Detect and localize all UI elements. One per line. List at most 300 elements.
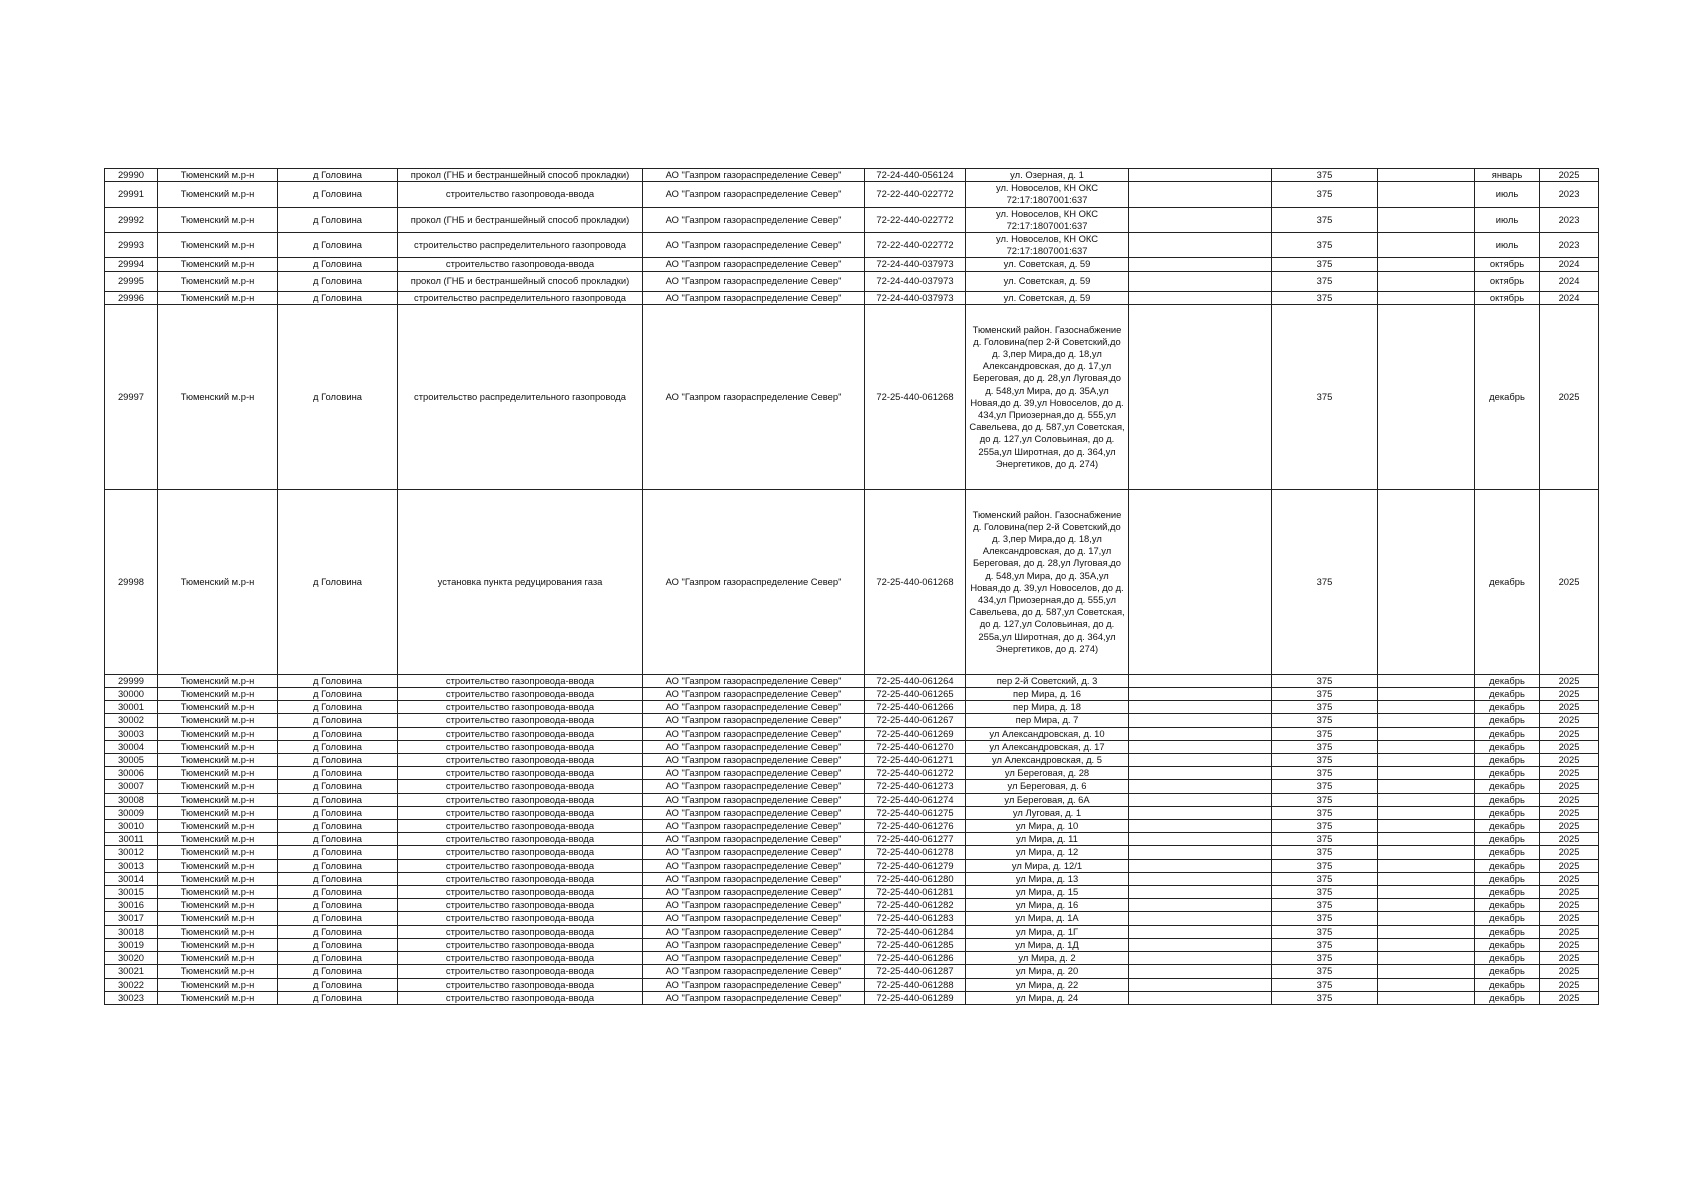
month-cell: декабрь — [1475, 938, 1540, 951]
year-cell: 2025 — [1540, 859, 1599, 872]
locality-cell: д Головина — [278, 740, 398, 753]
locality-cell: д Головина — [278, 991, 398, 1004]
application-code-cell: 72-25-440-061282 — [865, 899, 966, 912]
table-row — [105, 793, 1599, 806]
district-cell: Тюменский м.р-н — [158, 489, 278, 674]
row-number-cell: 30000 — [105, 688, 158, 701]
year-cell: 2025 — [1540, 169, 1599, 182]
application-code-cell: 72-25-440-061269 — [865, 727, 966, 740]
month-cell: декабрь — [1475, 872, 1540, 885]
table-row — [105, 233, 1599, 258]
locality-cell: д Головина — [278, 688, 398, 701]
organization-cell: АО "Газпром газораспределение Север" — [643, 489, 865, 674]
application-code-cell: 72-24-440-056124 — [865, 169, 966, 182]
empty-cell — [1129, 965, 1272, 978]
application-code-cell: 72-24-440-037973 — [865, 258, 966, 271]
month-cell: декабрь — [1475, 899, 1540, 912]
address-cell: ул Мира, д. 2 — [966, 952, 1129, 965]
row-number-cell: 30008 — [105, 793, 158, 806]
value-cell: 375 — [1272, 912, 1378, 925]
organization-cell: АО "Газпром газораспределение Север" — [643, 780, 865, 793]
value-cell: 375 — [1272, 952, 1378, 965]
month-cell: декабрь — [1475, 304, 1540, 489]
empty-cell — [1378, 727, 1475, 740]
locality-cell: д Головина — [278, 793, 398, 806]
application-code-cell: 72-24-440-037973 — [865, 291, 966, 304]
registry-table — [104, 168, 1599, 1005]
organization-cell: АО "Газпром газораспределение Север" — [643, 952, 865, 965]
value-cell: 375 — [1272, 991, 1378, 1004]
table-row — [105, 291, 1599, 304]
table-row — [105, 701, 1599, 714]
row-number-cell: 30019 — [105, 938, 158, 951]
application-code-cell: 72-25-440-061273 — [865, 780, 966, 793]
table-row — [105, 912, 1599, 925]
district-cell: Тюменский м.р-н — [158, 886, 278, 899]
value-cell: 375 — [1272, 714, 1378, 727]
district-cell: Тюменский м.р-н — [158, 767, 278, 780]
empty-cell — [1129, 169, 1272, 182]
organization-cell: АО "Газпром газораспределение Север" — [643, 740, 865, 753]
year-cell: 2025 — [1540, 688, 1599, 701]
month-cell: декабрь — [1475, 740, 1540, 753]
work-type-cell: строительство газопровода-ввода — [398, 859, 643, 872]
work-type-cell: строительство газопровода-ввода — [398, 674, 643, 687]
year-cell: 2025 — [1540, 872, 1599, 885]
address-cell: ул. Новоселов, КН ОКС 72:17:1807001:637 — [966, 207, 1129, 232]
empty-cell — [1378, 806, 1475, 819]
application-code-cell: 72-25-440-061279 — [865, 859, 966, 872]
value-cell: 375 — [1272, 674, 1378, 687]
month-cell: декабрь — [1475, 688, 1540, 701]
value-cell: 375 — [1272, 740, 1378, 753]
work-type-cell: строительство газопровода-ввода — [398, 938, 643, 951]
row-number-cell: 30023 — [105, 991, 158, 1004]
application-code-cell: 72-25-440-061266 — [865, 701, 966, 714]
application-code-cell: 72-22-440-022772 — [865, 207, 966, 232]
month-cell: декабрь — [1475, 846, 1540, 859]
month-cell: декабрь — [1475, 912, 1540, 925]
table-row — [105, 859, 1599, 872]
month-cell: январь — [1475, 169, 1540, 182]
district-cell: Тюменский м.р-н — [158, 688, 278, 701]
district-cell: Тюменский м.р-н — [158, 872, 278, 885]
table-row — [105, 740, 1599, 753]
address-cell: ул. Новоселов, КН ОКС 72:17:1807001:637 — [966, 233, 1129, 258]
district-cell: Тюменский м.р-н — [158, 846, 278, 859]
empty-cell — [1378, 820, 1475, 833]
year-cell: 2025 — [1540, 806, 1599, 819]
year-cell: 2025 — [1540, 793, 1599, 806]
empty-cell — [1378, 833, 1475, 846]
organization-cell: АО "Газпром газораспределение Север" — [643, 846, 865, 859]
locality-cell: д Головина — [278, 925, 398, 938]
organization-cell: АО "Газпром газораспределение Север" — [643, 965, 865, 978]
table-row — [105, 489, 1599, 674]
month-cell: декабрь — [1475, 978, 1540, 991]
empty-cell — [1129, 767, 1272, 780]
application-code-cell: 72-25-440-061286 — [865, 952, 966, 965]
value-cell: 375 — [1272, 291, 1378, 304]
value-cell: 375 — [1272, 304, 1378, 489]
organization-cell: АО "Газпром газораспределение Север" — [643, 899, 865, 912]
application-code-cell: 72-25-440-061264 — [865, 674, 966, 687]
work-type-cell: строительство газопровода-ввода — [398, 833, 643, 846]
address-cell: ул Мира, д. 1Д — [966, 938, 1129, 951]
locality-cell: д Головина — [278, 489, 398, 674]
table-row — [105, 271, 1599, 291]
district-cell: Тюменский м.р-н — [158, 965, 278, 978]
organization-cell: АО "Газпром газораспределение Север" — [643, 859, 865, 872]
work-type-cell: строительство газопровода-ввода — [398, 182, 643, 207]
empty-cell — [1129, 780, 1272, 793]
work-type-cell: строительство распределительного газопровода — [398, 304, 643, 489]
value-cell: 375 — [1272, 886, 1378, 899]
value-cell: 375 — [1272, 258, 1378, 271]
month-cell: декабрь — [1475, 952, 1540, 965]
row-number-cell: 30020 — [105, 952, 158, 965]
year-cell: 2025 — [1540, 846, 1599, 859]
work-type-cell: прокол (ГНБ и бестраншейный способ прокладки) — [398, 207, 643, 232]
application-code-cell: 72-25-440-061276 — [865, 820, 966, 833]
row-number-cell: 30018 — [105, 925, 158, 938]
district-cell: Тюменский м.р-н — [158, 291, 278, 304]
year-cell: 2025 — [1540, 938, 1599, 951]
value-cell: 375 — [1272, 978, 1378, 991]
district-cell: Тюменский м.р-н — [158, 169, 278, 182]
row-number-cell: 30015 — [105, 886, 158, 899]
row-number-cell: 30007 — [105, 780, 158, 793]
work-type-cell: строительство газопровода-ввода — [398, 740, 643, 753]
table-row — [105, 952, 1599, 965]
work-type-cell: прокол (ГНБ и бестраншейный способ прокладки) — [398, 271, 643, 291]
empty-cell — [1378, 925, 1475, 938]
district-cell: Тюменский м.р-н — [158, 780, 278, 793]
district-cell: Тюменский м.р-н — [158, 304, 278, 489]
locality-cell: д Головина — [278, 833, 398, 846]
empty-cell — [1378, 952, 1475, 965]
work-type-cell: строительство газопровода-ввода — [398, 754, 643, 767]
value-cell: 375 — [1272, 182, 1378, 207]
address-cell: ул. Озерная, д. 1 — [966, 169, 1129, 182]
locality-cell: д Головина — [278, 912, 398, 925]
district-cell: Тюменский м.р-н — [158, 258, 278, 271]
empty-cell — [1378, 489, 1475, 674]
value-cell: 375 — [1272, 820, 1378, 833]
empty-cell — [1378, 938, 1475, 951]
empty-cell — [1129, 806, 1272, 819]
year-cell: 2023 — [1540, 207, 1599, 232]
district-cell: Тюменский м.р-н — [158, 271, 278, 291]
row-number-cell: 30004 — [105, 740, 158, 753]
address-cell: ул Мира, д. 12/1 — [966, 859, 1129, 872]
year-cell: 2023 — [1540, 182, 1599, 207]
month-cell: декабрь — [1475, 780, 1540, 793]
year-cell: 2024 — [1540, 258, 1599, 271]
empty-cell — [1129, 886, 1272, 899]
locality-cell: д Головина — [278, 304, 398, 489]
value-cell: 375 — [1272, 846, 1378, 859]
work-type-cell: строительство газопровода-ввода — [398, 846, 643, 859]
district-cell: Тюменский м.р-н — [158, 820, 278, 833]
locality-cell: д Головина — [278, 701, 398, 714]
table-row — [105, 938, 1599, 951]
row-number-cell: 29998 — [105, 489, 158, 674]
district-cell: Тюменский м.р-н — [158, 754, 278, 767]
work-type-cell: строительство газопровода-ввода — [398, 688, 643, 701]
month-cell: октябрь — [1475, 258, 1540, 271]
month-cell: июль — [1475, 182, 1540, 207]
table-row — [105, 767, 1599, 780]
locality-cell: д Головина — [278, 872, 398, 885]
row-number-cell: 30022 — [105, 978, 158, 991]
empty-cell — [1129, 938, 1272, 951]
value-cell: 375 — [1272, 793, 1378, 806]
empty-cell — [1129, 182, 1272, 207]
address-cell: ул Береговая, д. 6 — [966, 780, 1129, 793]
work-type-cell: строительство распределительного газопровода — [398, 233, 643, 258]
empty-cell — [1378, 754, 1475, 767]
application-code-cell: 72-25-440-061271 — [865, 754, 966, 767]
empty-cell — [1378, 233, 1475, 258]
work-type-cell: строительство газопровода-ввода — [398, 714, 643, 727]
table-row — [105, 207, 1599, 232]
row-number-cell: 30005 — [105, 754, 158, 767]
district-cell: Тюменский м.р-н — [158, 793, 278, 806]
year-cell: 2025 — [1540, 965, 1599, 978]
value-cell: 375 — [1272, 701, 1378, 714]
row-number-cell: 29991 — [105, 182, 158, 207]
table-row — [105, 714, 1599, 727]
value-cell: 375 — [1272, 207, 1378, 232]
value-cell: 375 — [1272, 688, 1378, 701]
application-code-cell: 72-25-440-061285 — [865, 938, 966, 951]
work-type-cell: строительство газопровода-ввода — [398, 991, 643, 1004]
organization-cell: АО "Газпром газораспределение Север" — [643, 258, 865, 271]
district-cell: Тюменский м.р-н — [158, 978, 278, 991]
address-cell: ул Мира, д. 13 — [966, 872, 1129, 885]
value-cell: 375 — [1272, 833, 1378, 846]
address-cell: ул Луговая, д. 1 — [966, 806, 1129, 819]
row-number-cell: 30021 — [105, 965, 158, 978]
district-cell: Тюменский м.р-н — [158, 714, 278, 727]
address-cell: пер Мира, д. 16 — [966, 688, 1129, 701]
year-cell: 2025 — [1540, 991, 1599, 1004]
value-cell: 375 — [1272, 233, 1378, 258]
work-type-cell: строительство газопровода-ввода — [398, 965, 643, 978]
empty-cell — [1378, 207, 1475, 232]
value-cell: 375 — [1272, 727, 1378, 740]
address-cell: ул Александровская, д. 17 — [966, 740, 1129, 753]
district-cell: Тюменский м.р-н — [158, 674, 278, 687]
empty-cell — [1378, 846, 1475, 859]
empty-cell — [1129, 912, 1272, 925]
application-code-cell: 72-25-440-061267 — [865, 714, 966, 727]
address-cell: ул Мира, д. 1А — [966, 912, 1129, 925]
month-cell: декабрь — [1475, 727, 1540, 740]
empty-cell — [1378, 258, 1475, 271]
work-type-cell: строительство газопровода-ввода — [398, 925, 643, 938]
locality-cell: д Головина — [278, 846, 398, 859]
empty-cell — [1378, 182, 1475, 207]
empty-cell — [1378, 886, 1475, 899]
organization-cell: АО "Газпром газораспределение Север" — [643, 207, 865, 232]
value-cell: 375 — [1272, 767, 1378, 780]
table-row — [105, 978, 1599, 991]
year-cell: 2025 — [1540, 701, 1599, 714]
district-cell: Тюменский м.р-н — [158, 925, 278, 938]
address-cell: ул Мира, д. 20 — [966, 965, 1129, 978]
address-cell: ул Мира, д. 12 — [966, 846, 1129, 859]
application-code-cell: 72-22-440-022772 — [865, 182, 966, 207]
locality-cell: д Головина — [278, 899, 398, 912]
empty-cell — [1129, 846, 1272, 859]
year-cell: 2025 — [1540, 489, 1599, 674]
empty-cell — [1129, 714, 1272, 727]
organization-cell: АО "Газпром газораспределение Север" — [643, 820, 865, 833]
empty-cell — [1378, 793, 1475, 806]
empty-cell — [1129, 271, 1272, 291]
empty-cell — [1378, 978, 1475, 991]
empty-cell — [1378, 991, 1475, 1004]
address-cell: ул Мира, д. 11 — [966, 833, 1129, 846]
organization-cell: АО "Газпром газораспределение Север" — [643, 304, 865, 489]
empty-cell — [1129, 820, 1272, 833]
row-number-cell: 30003 — [105, 727, 158, 740]
year-cell: 2025 — [1540, 925, 1599, 938]
month-cell: декабрь — [1475, 991, 1540, 1004]
value-cell: 375 — [1272, 872, 1378, 885]
district-cell: Тюменский м.р-н — [158, 806, 278, 819]
empty-cell — [1129, 754, 1272, 767]
empty-cell — [1129, 291, 1272, 304]
empty-cell — [1378, 701, 1475, 714]
work-type-cell: строительство распределительного газопровода — [398, 291, 643, 304]
value-cell: 375 — [1272, 169, 1378, 182]
application-code-cell: 72-25-440-061270 — [865, 740, 966, 753]
address-cell: ул Александровская, д. 5 — [966, 754, 1129, 767]
locality-cell: д Головина — [278, 806, 398, 819]
organization-cell: АО "Газпром газораспределение Север" — [643, 169, 865, 182]
row-number-cell: 30013 — [105, 859, 158, 872]
application-code-cell: 72-25-440-061275 — [865, 806, 966, 819]
table-row — [105, 304, 1599, 489]
month-cell: декабрь — [1475, 859, 1540, 872]
month-cell: декабрь — [1475, 793, 1540, 806]
application-code-cell: 72-25-440-061265 — [865, 688, 966, 701]
address-cell: Тюменский район. Газоснабжение д. Головина(пер 2-й Советский,до д. 3,пер Мира,до д. 18,ул Александровская, до д. 17,ул Береговая, до д. 28,ул Луговая,до д. 548,ул Мира, до д. 35А,ул Новая,до д. 39,ул Новоселов, до д. 434,ул Приозерная,до д. 555,ул Савельева, до д. 587,ул Советская, до д. 127,ул Соловьиная, до д. 255а,ул Широтная, до д. 364,ул Энергетиков, до д. 274) — [966, 489, 1129, 674]
empty-cell — [1129, 793, 1272, 806]
work-type-cell: строительство газопровода-ввода — [398, 806, 643, 819]
value-cell: 375 — [1272, 859, 1378, 872]
empty-cell — [1129, 674, 1272, 687]
district-cell: Тюменский м.р-н — [158, 912, 278, 925]
locality-cell: д Головина — [278, 291, 398, 304]
work-type-cell: строительство газопровода-ввода — [398, 872, 643, 885]
month-cell: декабрь — [1475, 820, 1540, 833]
organization-cell: АО "Газпром газораспределение Север" — [643, 727, 865, 740]
organization-cell: АО "Газпром газораспределение Север" — [643, 271, 865, 291]
application-code-cell: 72-24-440-037973 — [865, 271, 966, 291]
row-number-cell: 30017 — [105, 912, 158, 925]
application-code-cell: 72-25-440-061268 — [865, 304, 966, 489]
empty-cell — [1129, 207, 1272, 232]
row-number-cell: 29995 — [105, 271, 158, 291]
empty-cell — [1129, 740, 1272, 753]
table-row — [105, 169, 1599, 182]
work-type-cell: строительство газопровода-ввода — [398, 978, 643, 991]
year-cell: 2025 — [1540, 820, 1599, 833]
year-cell: 2025 — [1540, 833, 1599, 846]
address-cell: ул. Советская, д. 59 — [966, 291, 1129, 304]
organization-cell: АО "Газпром газораспределение Север" — [643, 714, 865, 727]
year-cell: 2024 — [1540, 291, 1599, 304]
district-cell: Тюменский м.р-н — [158, 938, 278, 951]
empty-cell — [1378, 169, 1475, 182]
empty-cell — [1378, 780, 1475, 793]
work-type-cell: строительство газопровода-ввода — [398, 820, 643, 833]
empty-cell — [1129, 489, 1272, 674]
empty-cell — [1378, 912, 1475, 925]
organization-cell: АО "Газпром газораспределение Север" — [643, 991, 865, 1004]
month-cell: декабрь — [1475, 674, 1540, 687]
year-cell: 2025 — [1540, 727, 1599, 740]
address-cell: пер Мира, д. 7 — [966, 714, 1129, 727]
locality-cell: д Головина — [278, 820, 398, 833]
empty-cell — [1378, 304, 1475, 489]
value-cell: 375 — [1272, 899, 1378, 912]
month-cell: декабрь — [1475, 701, 1540, 714]
empty-cell — [1129, 925, 1272, 938]
application-code-cell: 72-25-440-061278 — [865, 846, 966, 859]
organization-cell: АО "Газпром газораспределение Север" — [643, 925, 865, 938]
table-body — [105, 169, 1599, 1005]
organization-cell: АО "Газпром газораспределение Север" — [643, 978, 865, 991]
row-number-cell: 29992 — [105, 207, 158, 232]
row-number-cell: 29999 — [105, 674, 158, 687]
empty-cell — [1129, 859, 1272, 872]
year-cell: 2025 — [1540, 899, 1599, 912]
month-cell: июль — [1475, 233, 1540, 258]
work-type-cell: строительство газопровода-ввода — [398, 912, 643, 925]
work-type-cell: строительство газопровода-ввода — [398, 780, 643, 793]
locality-cell: д Головина — [278, 965, 398, 978]
year-cell: 2025 — [1540, 952, 1599, 965]
organization-cell: АО "Газпром газораспределение Север" — [643, 233, 865, 258]
year-cell: 2024 — [1540, 271, 1599, 291]
month-cell: октябрь — [1475, 271, 1540, 291]
organization-cell: АО "Газпром газораспределение Север" — [643, 806, 865, 819]
district-cell: Тюменский м.р-н — [158, 952, 278, 965]
table-row — [105, 833, 1599, 846]
district-cell: Тюменский м.р-н — [158, 740, 278, 753]
district-cell: Тюменский м.р-н — [158, 727, 278, 740]
month-cell: декабрь — [1475, 754, 1540, 767]
empty-cell — [1378, 271, 1475, 291]
empty-cell — [1378, 965, 1475, 978]
locality-cell: д Головина — [278, 952, 398, 965]
empty-cell — [1378, 767, 1475, 780]
work-type-cell: строительство газопровода-ввода — [398, 767, 643, 780]
organization-cell: АО "Газпром газораспределение Север" — [643, 938, 865, 951]
value-cell: 375 — [1272, 965, 1378, 978]
row-number-cell: 30006 — [105, 767, 158, 780]
row-number-cell: 30011 — [105, 833, 158, 846]
empty-cell — [1378, 674, 1475, 687]
empty-cell — [1378, 688, 1475, 701]
application-code-cell: 72-25-440-061287 — [865, 965, 966, 978]
application-code-cell: 72-25-440-061274 — [865, 793, 966, 806]
